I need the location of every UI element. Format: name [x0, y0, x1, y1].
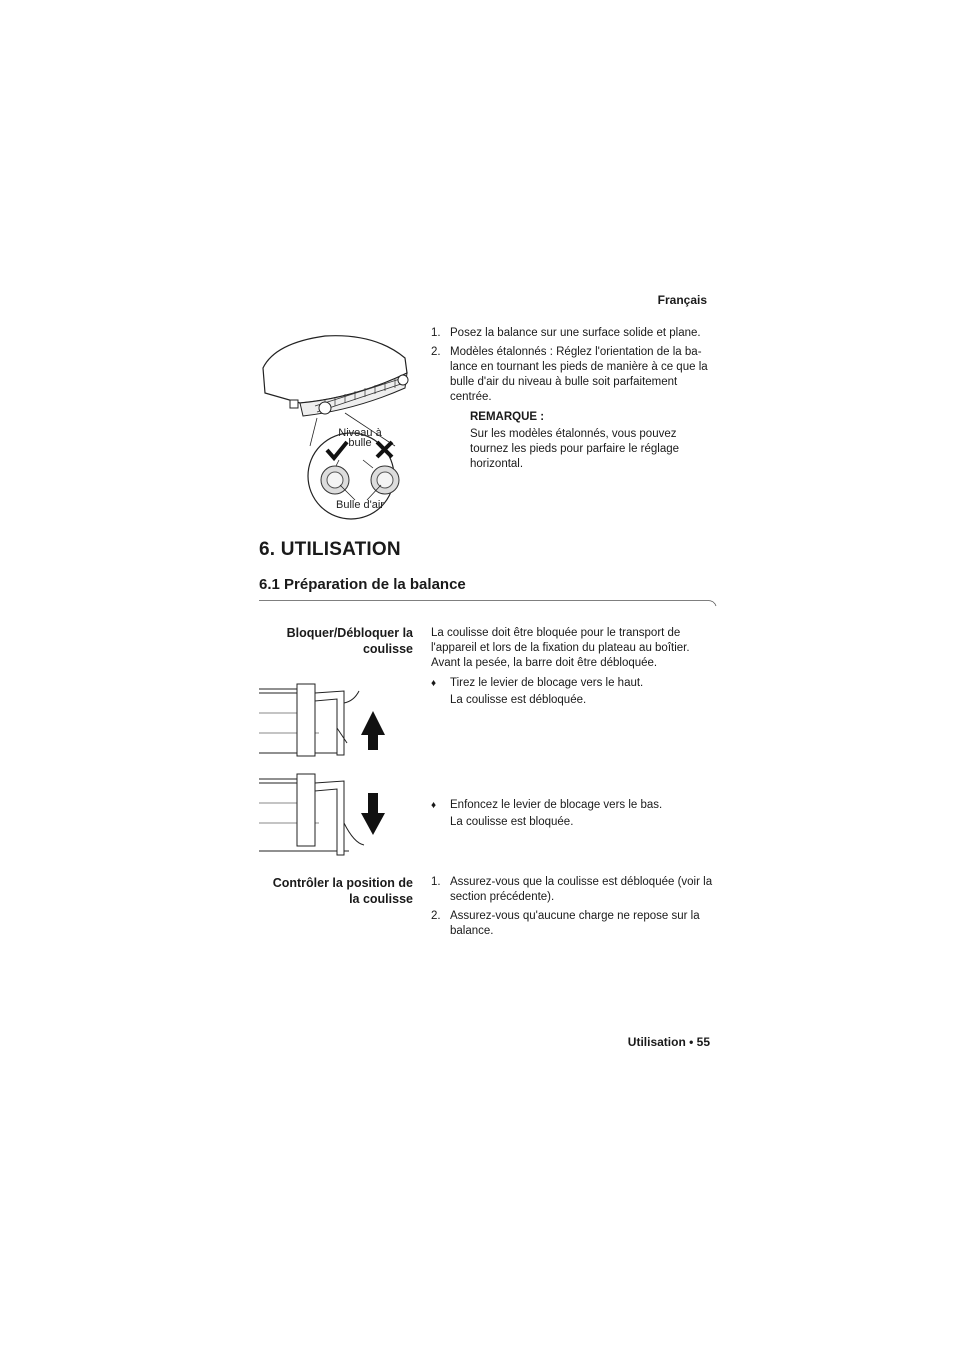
scale-bubble-level-illustration: [255, 328, 425, 523]
label-bubble: Bulle d'air: [336, 499, 384, 511]
unlock-instruction: ♦ Tirez le levier de blocage vers le haut. La coulisse est débloquée.: [431, 677, 644, 706]
lock-description: La coulisse doit être bloquée pour le transport de l'appareil et lors de la fixation du plateau au boîtier. Avant la pesée, la barre doit être débloquée.: [431, 627, 690, 669]
lock-instruction: ♦ Enfoncez le levier de blocage vers le bas. La coulisse est bloquée.: [431, 799, 663, 828]
label-level-1: Niveau à: [338, 427, 382, 439]
page-footer: Utilisation • 55: [627, 1035, 710, 1049]
list-item: 1. Assurez-vous que la coulisse est débloquée (voir la section précédente).: [431, 876, 713, 903]
check-steps: [431, 875, 721, 943]
list-item: 2. Modèles étalonnés : Réglez l'orientation de la ba-lance en tournant les pieds de manière à ce que la bulle d'air du niveau à bulle soit parfaitement centrée.: [431, 346, 708, 403]
check-heading: Contrôler la position de la coulisse: [272, 876, 413, 906]
subsection-title: 6.1 Préparation de la balance: [259, 576, 466, 593]
note-text: Sur les modèles étalonnés, vous pouvez tournez les pieds pour parfaire le réglage horizontal.: [470, 428, 680, 470]
note-title: REMARQUE :: [470, 411, 545, 423]
language-label: Français: [657, 293, 707, 307]
unlock-lever-illustration: [259, 683, 389, 758]
arrow-up-icon: [361, 711, 385, 750]
subsection-rule: [259, 597, 719, 607]
arrow-down-icon: [361, 793, 385, 835]
intro-steps: [431, 326, 721, 409]
list-item: 1. Posez la balance sur une surface solide et plane.: [431, 327, 701, 339]
label-level-2: bulle: [348, 437, 372, 449]
list-item: 2. Assurez-vous qu'aucune charge ne repose sur la balance.: [431, 910, 700, 937]
lock-heading: Bloquer/Débloquer la coulisse: [286, 626, 413, 656]
section-title: 6. UTILISATION: [259, 539, 401, 560]
lock-lever-illustration: [259, 773, 389, 858]
